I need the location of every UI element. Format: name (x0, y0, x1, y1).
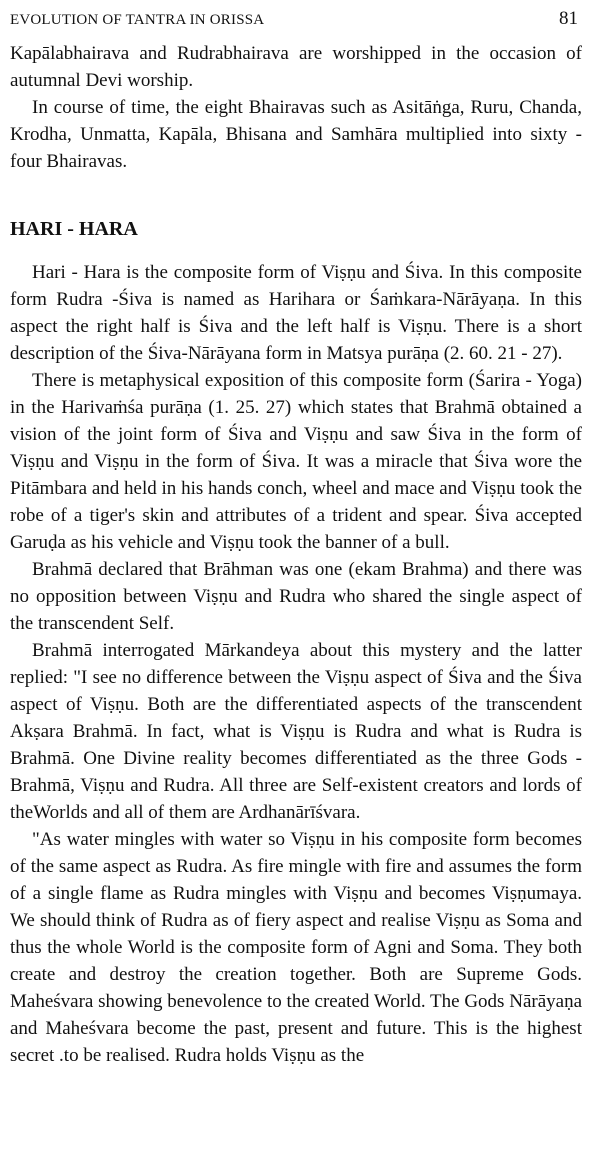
paragraph-harihara-intro: Hari - Hara is the composite form of Viṣṇu and Śiva. In this composite form Rudra -Śiva is named as Harihara or Śaṁkara-Nārāyaṇa. In this aspect the right half is Śiva and the left half is Viṣṇu. There is a short description of the Śiva-Nārāyana form in Matsya purāṇa (2. 60. 21 - 27). (10, 262, 582, 364)
paragraph-markandeya: Brahmā interrogated Mārkandeya about this mystery and the latter replied: "I see no difference between the Viṣṇu aspect of Śiva and the Śiva aspect of Viṣṇu. Both are the differentiated aspects of the transcendent Akṣara Brahmā. In fact, what is Viṣṇu is Rudra and what is Rudra is Brahmā. One Divine reality becomes differentiated as the three Gods - Brahmā, Viṣṇu and Rudra. All three are Self-existent creators and lords of theWorlds and all of them are Ardhanārīśvara. (10, 640, 582, 823)
paragraph-metaphysical: There is metaphysical exposition of this composite form (Śarira - Yoga) in the Harivaṁśa purāṇa (1. 25. 27) which states that Brahmā obtained a vision of the joint form of Śiva and Viṣṇu and saw Śiva in the form of Viṣṇu and Viṣṇu in the form of Śiva. It was a miracle that Śiva wore the Pitāmbara and held in his hands conch, wheel and mace and Viṣṇu took the robe of a tiger's skin and attributes of a trident and spear. Śiva accepted Garuḍa as his vehicle and Viṣṇu took the banner of a bull. (10, 370, 582, 553)
paragraph-brahma-declared: Brahmā declared that Brāhman was one (ekam Brahma) and there was no opposition between Viṣṇu and Rudra who shared the single aspect of the transcendent Self. (10, 559, 582, 634)
running-title: EVOLUTION OF TANTRA IN ORISSA (10, 12, 265, 28)
paragraph-bhairavas: In course of time, the eight Bhairavas such as Asitāṅga, Ruru, Chanda, Krodha, Unmatta, Kapāla, Bhisana and Samhāra multiplied into sixty - four Bhairavas. (10, 97, 582, 172)
running-header (10, 0, 582, 40)
paragraph-water-mingles: "As water mingles with water so Viṣṇu in his composite form becomes of the same aspect as Rudra. As fire mingle with fire and assumes the form of a single flame as Rudra mingles with Viṣṇu and becomes Viṣṇumaya. We should think of Rudra as of fiery aspect and realise Viṣṇu as Soma and thus the whole World is the composite form of Agni and Soma. They both create and destroy the creation together. Both are Supreme Gods. Maheśvara showing benevolence to the created World. The Gods Nārāyaṇa and Maheśvara become the past, present and future. This is the highest secret .to be realised. Rudra holds Viṣṇu as the (10, 829, 582, 1066)
body-text (10, 40, 582, 1069)
paragraph-continued: Kapālabhairava and Rudrabhairava are worshipped in the occasion of autumnal Devi worship. (10, 43, 582, 91)
section-heading: HARI - HARA (10, 218, 138, 240)
page-number: 81 (559, 8, 578, 29)
